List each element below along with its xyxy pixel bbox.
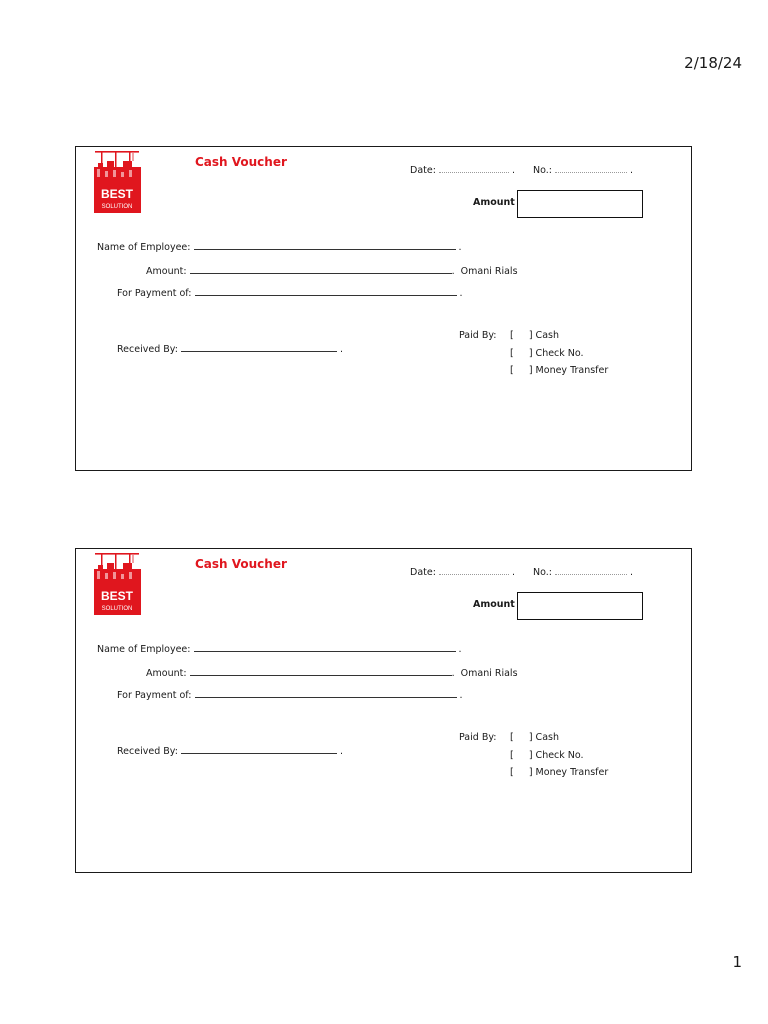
number-field[interactable]: No.: . xyxy=(533,165,634,176)
logo-text-best: BEST xyxy=(100,589,134,603)
amount-box-label: Amount xyxy=(473,599,515,610)
best-solution-logo xyxy=(93,551,143,615)
employee-label: Name of Employee: xyxy=(97,644,191,655)
date-field[interactable]: Date: . xyxy=(410,165,515,176)
number-field[interactable]: No.: . xyxy=(533,567,634,578)
amount-box[interactable] xyxy=(517,592,643,620)
paid-option-check[interactable]: [ ] Check No. xyxy=(510,348,584,359)
best-solution-logo xyxy=(93,149,143,213)
amount-box[interactable] xyxy=(517,190,643,218)
number-label: No.: xyxy=(533,165,552,176)
date-label: Date: xyxy=(410,567,436,578)
paid-by-label: Paid By: xyxy=(459,330,497,341)
payment-label: For Payment of: xyxy=(117,690,192,701)
received-by-label: Received By: xyxy=(117,746,178,757)
employee-label: Name of Employee: xyxy=(97,242,191,253)
paid-option-cash[interactable]: [ ] Cash xyxy=(510,330,559,341)
currency-label: Omani Rials xyxy=(460,266,518,277)
cash-voucher xyxy=(75,548,692,873)
employee-field[interactable]: Name of Employee: . xyxy=(97,641,462,655)
cash-voucher xyxy=(75,146,692,471)
date-field[interactable]: Date: . xyxy=(410,567,515,578)
amount-field[interactable]: Amount: . Omani Rials xyxy=(146,665,518,679)
received-by-field[interactable]: Received By: . xyxy=(117,341,343,355)
payment-label: For Payment of: xyxy=(117,288,192,299)
amount-label: Amount: xyxy=(146,266,187,277)
paid-option-transfer[interactable]: [ ] Money Transfer xyxy=(510,767,609,778)
payment-field[interactable]: For Payment of: . xyxy=(117,285,463,299)
paid-option-cash[interactable]: [ ] Cash xyxy=(510,732,559,743)
paid-option-check[interactable]: [ ] Check No. xyxy=(510,750,584,761)
employee-field[interactable]: Name of Employee: . xyxy=(97,239,462,253)
paid-by-label: Paid By: xyxy=(459,732,497,743)
payment-field[interactable]: For Payment of: . xyxy=(117,687,463,701)
amount-label: Amount: xyxy=(146,668,187,679)
amount-field[interactable]: Amount: . Omani Rials xyxy=(146,263,518,277)
paid-option-transfer[interactable]: [ ] Money Transfer xyxy=(510,365,609,376)
received-by-label: Received By: xyxy=(117,344,178,355)
currency-label: Omani Rials xyxy=(460,668,518,679)
logo-text-solution: SOLUTION xyxy=(101,606,133,612)
voucher-title: Cash Voucher xyxy=(195,155,287,169)
amount-box-label: Amount xyxy=(473,197,515,208)
date-label: Date: xyxy=(410,165,436,176)
number-label: No.: xyxy=(533,567,552,578)
logo-text-solution: SOLUTION xyxy=(101,204,133,210)
received-by-field[interactable]: Received By: . xyxy=(117,743,343,757)
logo-text-best: BEST xyxy=(100,187,134,201)
page-date: 2/18/24 xyxy=(684,54,742,72)
page-number: 1 xyxy=(732,953,742,971)
voucher-title: Cash Voucher xyxy=(195,557,287,571)
